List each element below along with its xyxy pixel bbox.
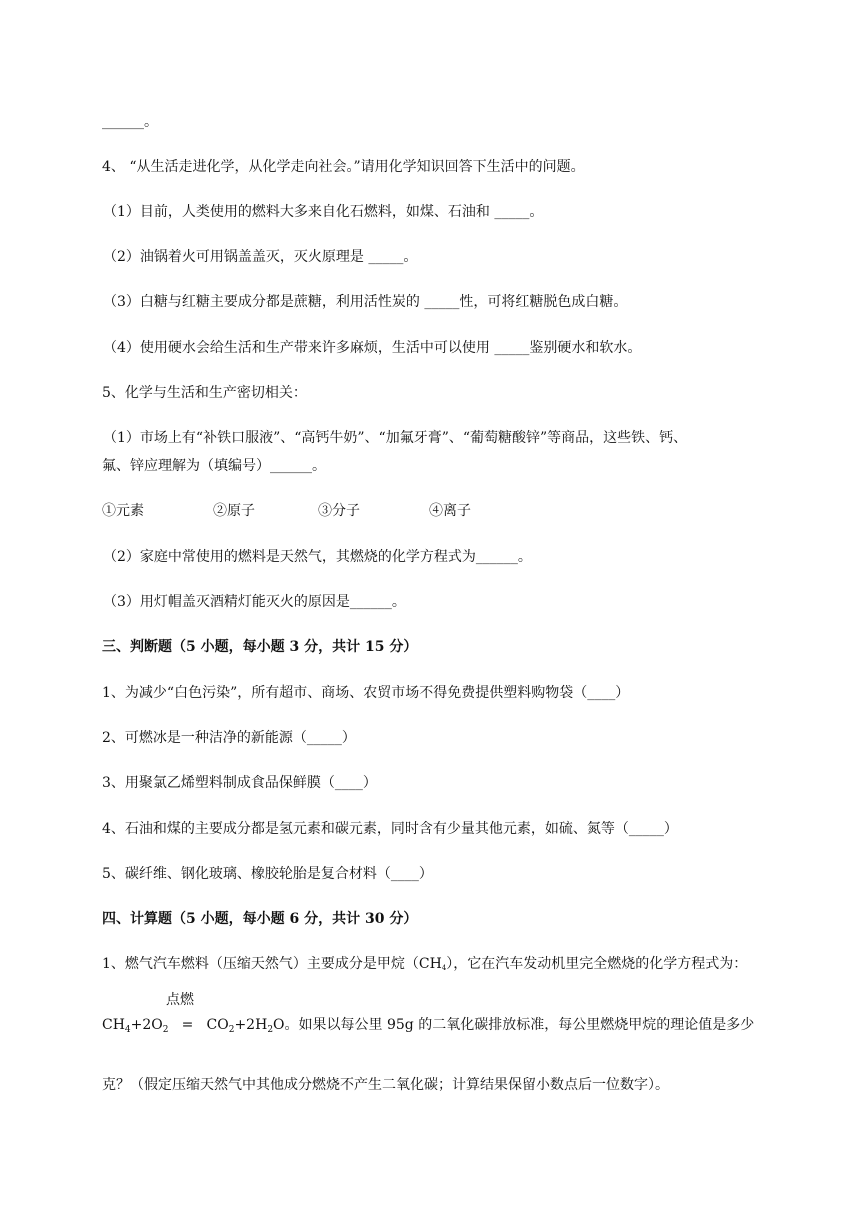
- eq-plus-2h: +2H: [234, 1017, 268, 1033]
- reaction-condition: 点燃: [166, 992, 194, 1008]
- eq-sub-2a: 2: [162, 1025, 169, 1035]
- eq-ch: CH: [102, 1017, 125, 1033]
- calc-1-post: ），它在汽车发动机里完全燃烧的化学方程式为：: [446, 956, 748, 972]
- calc-1-pre: 1、燃气汽车燃料（压缩天然气）主要成分是甲烷（CH: [102, 956, 442, 972]
- judgment-4: 4、石油和煤的主要成分都是氢元素和碳元素，同时含有少量其他元素，如硫、氮等（_____）: [102, 821, 678, 837]
- eq-plus-2o: +2O: [130, 1017, 163, 1033]
- calc-1-intro: [102, 954, 747, 978]
- calc-1-last-line: 克？（假定压缩天然气中其他成分燃烧不产生二氧化碳；计算结果保留小数点后一位数字）。: [102, 1077, 669, 1093]
- question-5-1-line1: （1）市场上有“补铁口服液”、“高钙牛奶”、“加氟牙膏”、“葡萄糖酸锌”等商品，这些铁、钙、: [103, 430, 688, 446]
- question-4-title: 4、 “从生活走进化学，从化学走向社会。”请用化学知识回答下生活中的问题。: [102, 159, 585, 175]
- eq-sub-2c: 2: [267, 1025, 274, 1035]
- judgment-5: 5、碳纤维、钢化玻璃、橡胶轮胎是复合材料（____）: [102, 866, 433, 882]
- eq-rest: 。如果以每公里 95g 的二氧化碳排放标准，每公里燃烧甲烷的理论值是多少: [284, 1017, 755, 1033]
- question-5-3: （3）用灯帽盖灭酒精灯能灭火的原因是______。: [103, 594, 406, 610]
- eq-sub-2b: 2: [228, 1025, 235, 1035]
- section-4-heading: 四、计算题（5 小题，每小题 6 分，共计 30 分）: [102, 911, 418, 927]
- question-5-title: 5、化学与生活和生产密切相关：: [102, 385, 307, 401]
- chemical-equation: [102, 1015, 754, 1040]
- judgment-1: 1、为减少“白色污染”，所有超市、商场、农贸市场不得免费提供塑料购物袋（____）: [102, 685, 630, 701]
- eq-o: O: [273, 1017, 285, 1033]
- eq-co: CO: [206, 1017, 229, 1033]
- judgment-2: 2、可燃冰是一种洁净的新能源（_____）: [102, 730, 356, 746]
- question-4-2: （2）油锅着火可用锅盖盖灭，灭火原理是 _____。: [103, 249, 418, 265]
- option-4: ④离子: [429, 503, 471, 519]
- eq-sub-4: 4: [124, 1025, 131, 1035]
- blank-line: ______。: [102, 114, 158, 130]
- eq-equals: =: [181, 1017, 194, 1033]
- option-2: ②原子: [213, 503, 255, 519]
- option-3: ③分子: [318, 503, 360, 519]
- section-3-heading: 三、判断题（5 小题，每小题 3 分，共计 15 分）: [102, 639, 418, 655]
- options-row: [102, 501, 471, 521]
- question-5-1-line2: 氟、锌应理解为（填编号）______。: [102, 458, 326, 474]
- option-1: ①元素: [102, 503, 144, 519]
- question-4-3: （3）白糖与红糖主要成分都是蔗糖，利用活性炭的 _____性，可将红糖脱色成白糖。: [103, 294, 628, 310]
- calc-1-sub: 4: [441, 964, 447, 972]
- question-5-2: （2）家庭中常使用的燃料是天然气，其燃烧的化学方程式为______。: [103, 549, 532, 565]
- question-4-1: （1）目前，人类使用的燃料大多来自化石燃料，如煤、石油和 _____。: [103, 204, 544, 220]
- question-4-4: （4）使用硬水会给生活和生产带来许多麻烦，生活中可以使用 _____鉴别硬水和软水。: [103, 340, 642, 356]
- judgment-3: 3、用聚氯乙烯塑料制成食品保鲜膜（____）: [102, 775, 377, 791]
